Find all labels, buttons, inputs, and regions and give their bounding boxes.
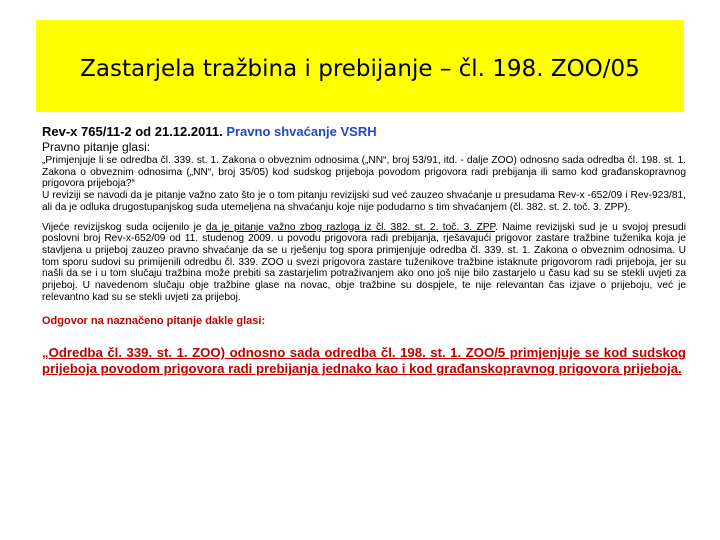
slide-title: Zastarjela tražbina i prebijanje – čl. 198. ZOO/05 (80, 56, 640, 82)
case-number: Rev-x 765/11-2 od 21.12.2011. (42, 124, 223, 139)
answer-label: Odgovor na naznačeno pitanje dakle glasi: (42, 315, 266, 328)
slide-content (42, 124, 686, 377)
answer-text: „Odredba čl. 339. st. 1. ZOO) odnosno sada odredba čl. 198. st. 1. ZOO/5 primjenjuje se kod sudskog prijeboja povodom prigovora radi prebijanja jednako kao i kod građanskopravnog prigovora prijeboja. (42, 345, 686, 377)
legal-opinion-label: Pravno shvaćanje VSRH (226, 124, 377, 139)
council-rest: . Naime revizijski sud je u svojoj presudi poslovni broj Rev-x-652/09 od 11. studenog 2009. u povodu prigovora radi prebijanja, rješavajući prigovor zastare tražbine tuženika koja je stavljena u prijeboj zauzeo pravno shvaćanje da se u rješenju tog spora primjenjuje odredba čl. 339. st. 1. Zakona o obveznim odnosima. U tom sporu sudovi su primijenili odredbu čl. 339. ZOO u svezi prigovora zastare tuženikove tražbine istaknute prigovorom radi prijeboja, jer su našli da se i u tom slučaju tražbina može prebiti sa zastarjelim potraživanjem ako ono još nije bilo zastarjelo u času kad su se stekli uvjeti za prijeboj. U navedenom slučaju obje tražbine glase na novac, obje tražbine su dospjele, te nije relevantan čas izjave o prijeboju, već je relevantno kad su se stekli uvjeti za prijeboj. (42, 221, 686, 303)
case-heading (42, 124, 686, 140)
reason-paragraph: U reviziji se navodi da je pitanje važno zato što je o tom pitanju revizijski sud već zauzeo shvaćanje u presudama Rev-x -652/09 i Rev-923/81, ali da je odluka drugostupanjskog suda utemeljena na shvaćanju koje nije podudarno s tim shvaćanjem (čl. 382. st. 2. toč. 3. ZPP). (42, 190, 686, 213)
council-intro: Vijeće revizijskog suda ocijenilo je (42, 221, 206, 233)
question-text: „Primjenjuje li se odredba čl. 339. st. 1. Zakona o obveznim odnosima („NN“, broj 53/91, itd. - dalje ZOO) odnosno sada odredba čl. 198. st. 1. Zakona o obveznim odnosima („NN“, broj 35/05) kod sudskog prijeboja povodom prigovora radi prebijanja ili samo kod građanskopravnog prigovora prijeboja?“ (42, 155, 686, 190)
title-banner (36, 20, 684, 112)
question-label: Pravno pitanje glasi: (42, 140, 151, 154)
council-underlined-text: da je pitanje važno zbog razloga iz čl. 382. st. 2. toč. 3. ZPP (205, 221, 495, 233)
council-paragraph (42, 222, 686, 304)
